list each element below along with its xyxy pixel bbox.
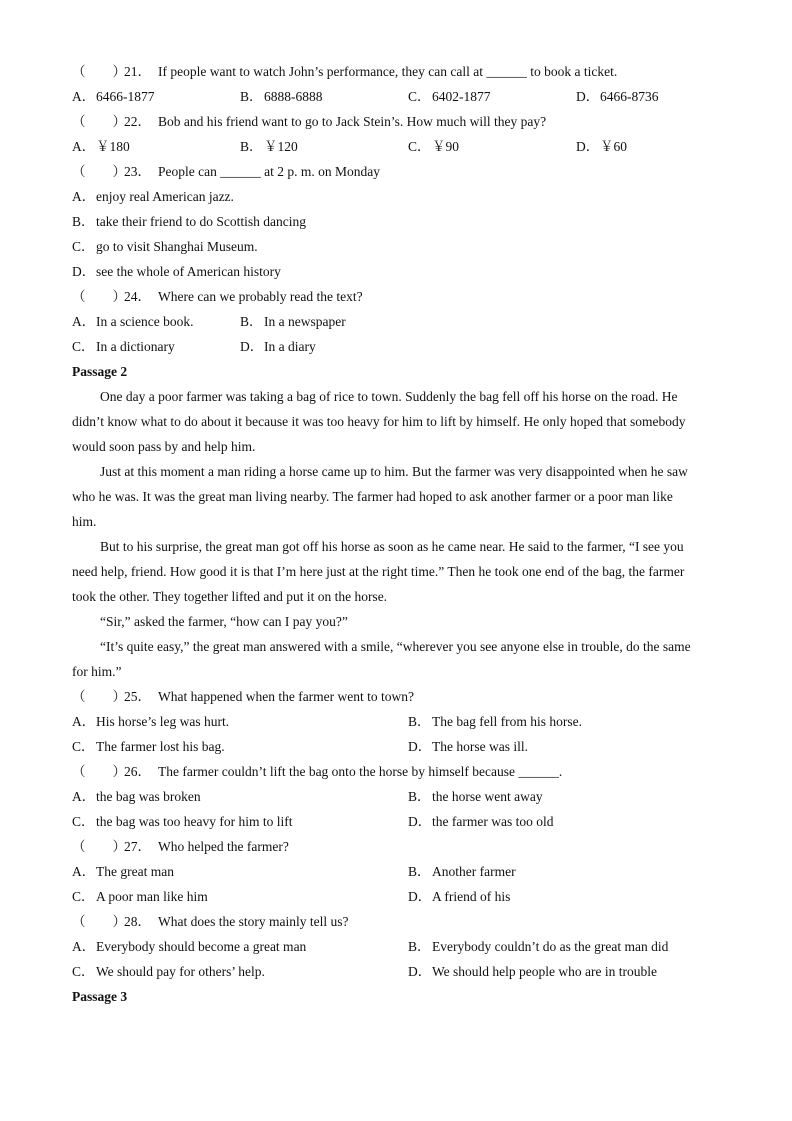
passage-line: One day a poor farmer was taking a bag of rice to town. Suddenly the bag fell off his horse on the road. He (100, 389, 678, 404)
answer-blank[interactable]: （ ） (72, 114, 126, 129)
question-number: 24． (124, 289, 151, 304)
option-c[interactable]: C．A poor man like him (72, 889, 208, 904)
answer-blank[interactable]: （ ） (72, 839, 126, 854)
option-c[interactable]: C．go to visit Shanghai Museum. (72, 239, 258, 254)
question-text: What does the story mainly tell us? (158, 914, 349, 929)
question-23 (72, 163, 380, 181)
question-27 (72, 838, 289, 856)
option-c[interactable]: C．the bag was too heavy for him to lift (72, 814, 293, 829)
passage-line: didn’t know what to do about it because it was too heavy for him to lift by himself. He only hoped that somebody (72, 414, 686, 429)
option-d[interactable]: D．see the whole of American history (72, 264, 281, 279)
question-28 (72, 913, 348, 931)
passage-line: who he was. It was the great man living nearby. The farmer had hoped to ask another farmer or a poor man like (72, 489, 673, 504)
passage-line: “Sir,” asked the farmer, “how can I pay you?” (100, 614, 348, 629)
option-b[interactable]: B．￥120 (240, 139, 298, 154)
question-24 (72, 288, 363, 306)
option-c[interactable]: C．￥90 (408, 139, 459, 154)
answer-blank[interactable]: （ ） (72, 764, 126, 779)
option-a[interactable]: A．In a science book. (72, 314, 194, 329)
option-b[interactable]: B．take their friend to do Scottish dancing (72, 214, 306, 229)
passage-line: for him.” (72, 664, 122, 679)
question-text: What happened when the farmer went to town? (158, 689, 415, 704)
option-d[interactable]: D．In a diary (240, 339, 316, 354)
option-c[interactable]: C．In a dictionary (72, 339, 175, 354)
option-d[interactable]: D．6466-8736 (576, 89, 659, 104)
question-number: 25． (124, 689, 151, 704)
question-22 (72, 113, 546, 131)
question-25 (72, 688, 414, 706)
passage-line: But to his surprise, the great man got off his horse as soon as he came near. He said to the farmer, “I see you (100, 539, 684, 554)
question-number: 28． (124, 914, 151, 929)
option-b[interactable]: B．the horse went away (408, 789, 543, 804)
question-number: 21． (124, 64, 151, 79)
option-a[interactable]: A．His horse’s leg was hurt. (72, 714, 230, 729)
passage-line: him. (72, 514, 97, 529)
passage-line: would soon pass by and help him. (72, 439, 256, 454)
option-a[interactable]: A．6466-1877 (72, 89, 155, 104)
passage-line: need help, friend. How good it is that I’m here just at the right time.” Then he took one end of the bag, the farmer (72, 564, 685, 579)
option-d[interactable]: D．A friend of his (408, 889, 511, 904)
option-a[interactable]: A．￥180 (72, 139, 130, 154)
option-b[interactable]: B．6888-6888 (240, 89, 323, 104)
option-b[interactable]: B．The bag fell from his horse. (408, 714, 582, 729)
question-number: 27． (124, 839, 151, 854)
option-c[interactable]: C．The farmer lost his bag. (72, 739, 225, 754)
option-a[interactable]: A．the bag was broken (72, 789, 201, 804)
question-26 (72, 763, 562, 781)
option-c[interactable]: C．We should pay for others’ help. (72, 964, 265, 979)
question-text: If people want to watch John’s performance, they can call at ______ to book a ticket. (158, 64, 618, 79)
option-c[interactable]: C．6402-1877 (408, 89, 491, 104)
answer-blank[interactable]: （ ） (72, 164, 126, 179)
answer-blank[interactable]: （ ） (72, 64, 126, 79)
question-text: Bob and his friend want to go to Jack Stein’s. How much will they pay? (158, 114, 547, 129)
option-d[interactable]: D．The horse was ill. (408, 739, 528, 754)
passage-line: Just at this moment a man riding a horse came up to him. But the farmer was very disappointed when he saw (100, 464, 688, 479)
option-d[interactable]: D．We should help people who are in trouble (408, 964, 657, 979)
question-number: 23． (124, 164, 151, 179)
option-a[interactable]: A．enjoy real American jazz. (72, 189, 234, 204)
answer-blank[interactable]: （ ） (72, 914, 126, 929)
question-text: People can ______ at 2 p. m. on Monday (158, 164, 380, 179)
option-b[interactable]: B．Everybody couldn’t do as the great man did (408, 939, 669, 954)
option-a[interactable]: A．The great man (72, 864, 174, 879)
question-text: Where can we probably read the text? (158, 289, 363, 304)
option-d[interactable]: D．the farmer was too old (408, 814, 554, 829)
question-number: 26． (124, 764, 151, 779)
option-a[interactable]: A．Everybody should become a great man (72, 939, 307, 954)
passage-3-heading: Passage 3 (72, 989, 128, 1004)
answer-blank[interactable]: （ ） (72, 689, 126, 704)
question-text: The farmer couldn’t lift the bag onto the horse by himself because ______. (158, 764, 563, 779)
answer-blank[interactable]: （ ） (72, 289, 126, 304)
question-21 (72, 63, 617, 81)
passage-line: “It’s quite easy,” the great man answered with a smile, “wherever you see anyone else in trouble, do the same (100, 639, 691, 654)
option-d[interactable]: D．￥60 (576, 139, 627, 154)
question-number: 22． (124, 114, 151, 129)
question-text: Who helped the farmer? (158, 839, 289, 854)
passage-line: took the other. They together lifted and put it on the horse. (72, 589, 388, 604)
option-b[interactable]: B．In a newspaper (240, 314, 346, 329)
passage-2-heading: Passage 2 (72, 364, 128, 379)
option-b[interactable]: B．Another farmer (408, 864, 516, 879)
